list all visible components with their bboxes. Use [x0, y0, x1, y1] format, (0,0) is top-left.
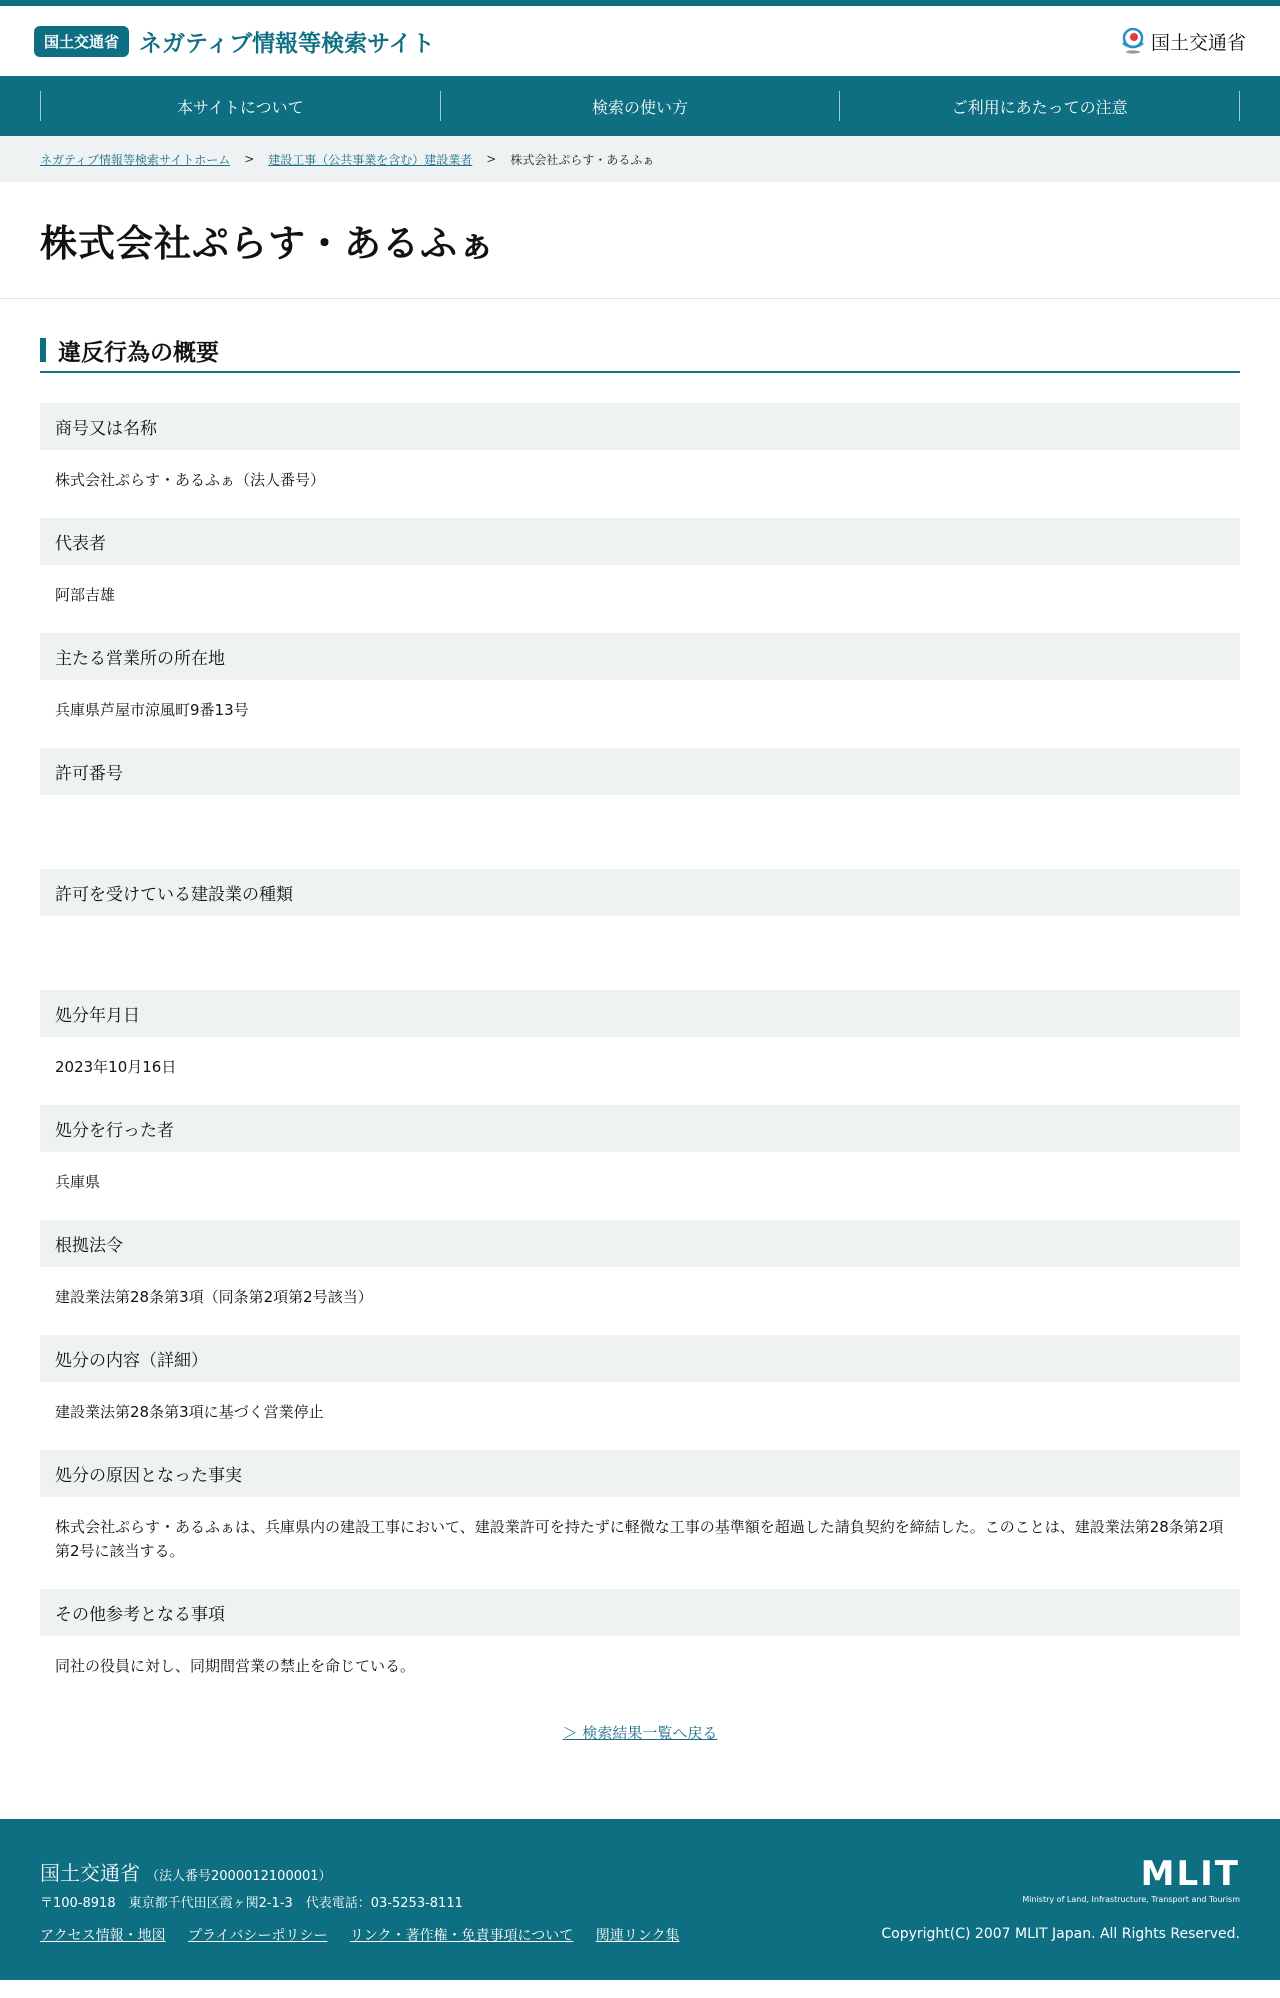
mlit-footer-logo — [1022, 1854, 1240, 1904]
field-value: 阿部吉雄 — [55, 586, 116, 604]
field-label: 処分の内容（詳細） — [40, 1335, 1240, 1382]
field-value: 株式会社ぷらす・あるふぁ（法人番号） — [55, 471, 326, 489]
violation-detail-list — [40, 403, 1240, 1678]
footer-address: 〒100-8918 東京都千代田区霞ヶ関2-1-3 代表電話：03-5253-8111 — [40, 1896, 463, 1911]
field-value: 兵庫県芦屋市涼風町9番13号 — [55, 701, 249, 719]
section-title: 違反行為の概要 — [58, 339, 219, 366]
field-label: 主たる営業所の所在地 — [40, 633, 1240, 680]
global-nav — [0, 76, 1280, 136]
footer-link-access[interactable]: アクセス情報・地図 — [40, 1928, 166, 1944]
mlit-logo-subtitle: Ministry of Land, Infrastructure, Transport and Tourism — [1022, 1895, 1240, 1904]
field-disposing-authority — [40, 1105, 1240, 1194]
section-accent-bar — [40, 338, 46, 362]
page-title: 株式会社ぷらす・あるふぁ — [40, 222, 496, 265]
back-to-results-link[interactable]: ＞ 検索結果一覧へ戻る — [562, 1724, 718, 1742]
nav-item-how-to-search[interactable]: 検索の使い方 — [440, 91, 840, 121]
field-permitted-business-types — [40, 869, 1240, 990]
field-value: 兵庫県 — [55, 1173, 101, 1191]
field-label: 許可を受けている建設業の種類 — [40, 869, 1240, 916]
field-label: 許可番号 — [40, 748, 1240, 795]
field-representative — [40, 518, 1240, 607]
breadcrumb-current: 株式会社ぷらす・あるふぁ — [510, 152, 655, 167]
field-permit-number — [40, 748, 1240, 869]
site-title: ネガティブ情報等検索サイト — [139, 30, 435, 57]
mlit-emblem-icon — [1119, 27, 1147, 55]
field-value: 同社の役員に対し、同期間営業の禁止を命じている。 — [55, 1657, 416, 1675]
footer-link-privacy[interactable]: プライバシーポリシー — [188, 1928, 328, 1944]
field-value — [40, 916, 1240, 990]
field-trade-name — [40, 403, 1240, 492]
footer-link-related[interactable]: 関連リンク集 — [595, 1928, 680, 1944]
breadcrumb-separator: > — [486, 152, 497, 166]
breadcrumb-home-link[interactable]: ネガティブ情報等検索サイトホーム — [40, 152, 231, 167]
field-label: 根拠法令 — [40, 1220, 1240, 1267]
copyright: Copyright(C) 2007 MLIT Japan. All Rights Reserved. — [881, 1926, 1240, 1942]
site-footer — [0, 1819, 1280, 1980]
nav-item-usage-notes[interactable]: ご利用にあたっての注意 — [839, 91, 1240, 121]
nav-item-about[interactable]: 本サイトについて — [40, 91, 440, 121]
field-label: 処分年月日 — [40, 990, 1240, 1037]
breadcrumb-separator: > — [244, 152, 255, 166]
field-cause-facts — [40, 1450, 1240, 1563]
ministry-logo[interactable] — [1119, 27, 1246, 55]
field-value: 建設業法第28条第3項に基づく営業停止 — [55, 1403, 324, 1421]
field-value — [40, 795, 1240, 869]
field-legal-basis — [40, 1220, 1240, 1309]
footer-link-copyright[interactable]: リンク・著作権・免責事項について — [349, 1928, 574, 1944]
field-disposition-date — [40, 990, 1240, 1079]
field-main-office-address — [40, 633, 1240, 722]
breadcrumb — [0, 136, 1280, 182]
footer-org-name: 国土交通省 — [40, 1861, 140, 1885]
field-label: 商号又は名称 — [40, 403, 1240, 450]
field-disposition-details — [40, 1335, 1240, 1424]
footer-corp-number: （法人番号2000012100001） — [146, 1869, 332, 1884]
field-other-notes — [40, 1589, 1240, 1678]
breadcrumb-category-link[interactable]: 建設工事（公共事業を含む）建設業者 — [268, 152, 473, 167]
ministry-badge: 国土交通省 — [34, 26, 129, 57]
section-heading — [40, 333, 1240, 373]
field-label: 処分の原因となった事実 — [40, 1450, 1240, 1497]
main-content — [0, 299, 1280, 1819]
back-link-area — [40, 1722, 1240, 1819]
field-label: 処分を行った者 — [40, 1105, 1240, 1152]
field-label: その他参考となる事項 — [40, 1589, 1240, 1636]
mlit-logo-word: MLIT — [1140, 1854, 1240, 1894]
field-value: 建設業法第28条第3項（同条第2項第2号該当） — [55, 1288, 373, 1306]
site-brand[interactable] — [34, 25, 435, 58]
field-value: 2023年10月16日 — [55, 1058, 177, 1076]
field-label: 代表者 — [40, 518, 1240, 565]
title-area — [0, 182, 1280, 299]
ministry-logo-text: 国土交通省 — [1150, 31, 1246, 54]
field-value: 株式会社ぷらす・あるふぁは、兵庫県内の建設工事において、建設業許可を持たずに軽微な工事の基準額を超過した請負契約を締結した。このことは、建設業法第28条第2項第2号に該当する。 — [55, 1518, 1224, 1560]
site-header — [0, 6, 1280, 76]
